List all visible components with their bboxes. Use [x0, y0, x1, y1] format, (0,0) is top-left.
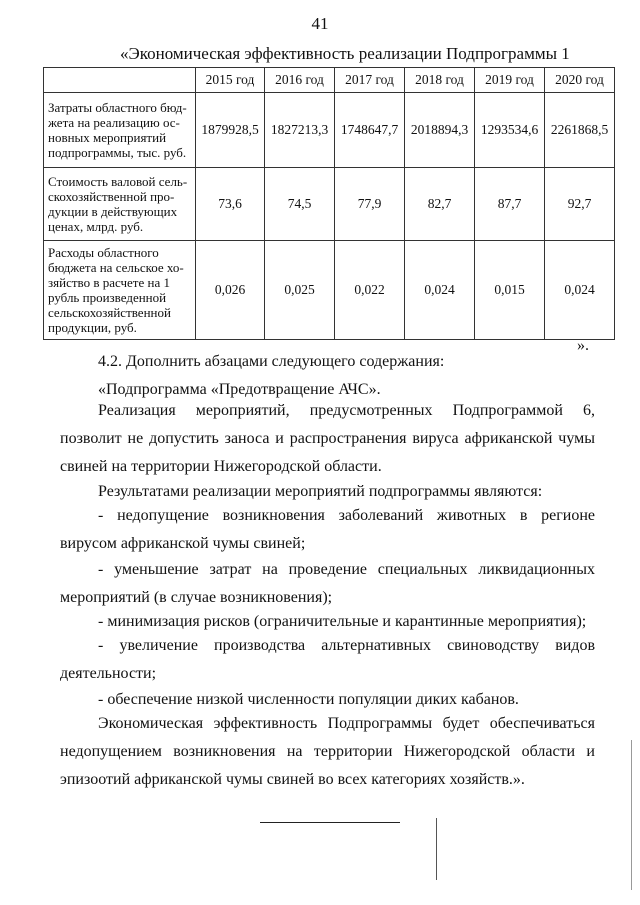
page-number: 41 — [311, 14, 329, 33]
header-year: 2019 год — [475, 68, 545, 93]
table-cell: 1879928,5 — [196, 93, 265, 168]
row-label: Стоимость валовой сель-скохозяйственной про-дукции в действующих ценах, млрд. руб. — [44, 168, 196, 241]
table-cell: 0,025 — [265, 241, 335, 340]
closing-quote: ». — [577, 337, 589, 354]
table-cell: 0,022 — [335, 241, 405, 340]
table-cell: 73,6 — [196, 168, 265, 241]
table-header-row — [44, 68, 615, 93]
header-year: 2020 год — [545, 68, 615, 93]
header-empty-cell — [44, 68, 196, 93]
margin-mark — [436, 818, 437, 880]
table-row — [44, 241, 615, 340]
table-cell: 2261868,5 — [545, 93, 615, 168]
table-title: «Экономическая эффективность реализации Подпрограммы 1 — [120, 44, 570, 63]
table-cell: 82,7 — [405, 168, 475, 241]
table-cell: 0,024 — [405, 241, 475, 340]
efficiency-table — [43, 67, 615, 340]
table-cell: 92,7 — [545, 168, 615, 241]
table-row — [44, 93, 615, 168]
table-cell: 2018894,3 — [405, 93, 475, 168]
paragraph: Результатами реализации мероприятий подпрограммы являются: — [98, 483, 543, 500]
paragraph: Экономическая эффективность Подпрограммы будет обеспечиваться недопущением возникновения на территории Нижегородской области и эпизоотий африканской чумы свиней во всех категориях хозяйств.». — [60, 715, 595, 788]
table-cell: 1827213,3 — [265, 93, 335, 168]
table-cell: 0,024 — [545, 241, 615, 340]
list-item: - недопущение возникновения заболеваний животных в регионе вирусом африканской чумы свиней; — [60, 507, 595, 552]
header-year: 2018 год — [405, 68, 475, 93]
paragraph: «Подпрограмма «Предотвращение АЧС». — [98, 381, 381, 398]
table-cell: 87,7 — [475, 168, 545, 241]
table-cell: 0,015 — [475, 241, 545, 340]
row-label: Затраты областного бюд-жета на реализацию ос-новных мероприятий подпрограммы, тыс. руб. — [44, 93, 196, 168]
header-year: 2017 год — [335, 68, 405, 93]
paragraph: Реализация мероприятий, предусмотренных Подпрограммой 6, позволит не допустить заноса и распространения вируса африканской чумы свиней на территории Нижегородской области. — [60, 402, 595, 475]
list-item: - обеспечение низкой численности популяции диких кабанов. — [98, 691, 519, 708]
scan-edge-mark — [631, 740, 632, 890]
row-label: Расходы областного бюджета на сельское хо-зяйство в расчете на 1 рубль произведенной сельскохозяйственной продукции, руб. — [44, 241, 196, 340]
list-item: - увеличение производства альтернативных свиноводству видов деятельности; — [60, 637, 595, 682]
header-year: 2016 год — [265, 68, 335, 93]
table-cell: 74,5 — [265, 168, 335, 241]
header-year: 2015 год — [196, 68, 265, 93]
table-cell: 1748647,7 — [335, 93, 405, 168]
footer-divider — [260, 822, 400, 823]
paragraph: 4.2. Дополнить абзацами следующего содержания: — [98, 353, 445, 370]
table-row — [44, 168, 615, 241]
list-item: - минимизация рисков (ограничительные и карантинные мероприятия); — [98, 613, 587, 630]
list-item: - уменьшение затрат на проведение специальных ликвидационных мероприятий (в случае возникновения); — [60, 561, 595, 606]
table-cell: 77,9 — [335, 168, 405, 241]
table-cell: 1293534,6 — [475, 93, 545, 168]
table-cell: 0,026 — [196, 241, 265, 340]
